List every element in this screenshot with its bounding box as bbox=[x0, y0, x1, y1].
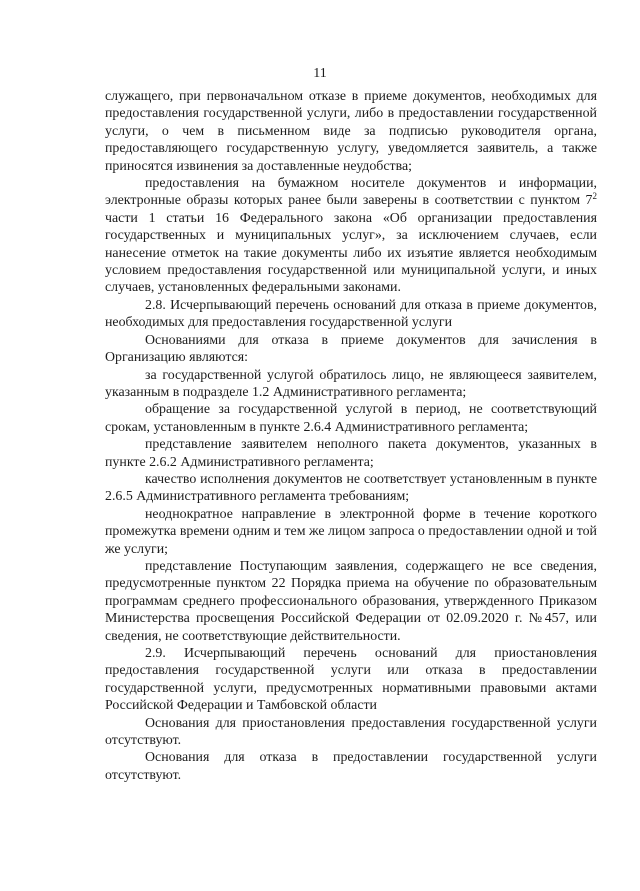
paragraph-paper-documents-part2: части 1 статьи 16 Федерального закона «Об организации предоставления государственных и муниципальных услуг», за исключением случаев, если нанесение отметок на такие документы либо их изъятие является необходимым условием предоставления государственной или муниципальной услуги, и иных случаев, установленных федеральными законами. bbox=[105, 210, 597, 296]
list-item-incomplete-application: представление Поступающим заявления, содержащего не все сведения, предусмотренные пунктом 22 Порядка приема на обучение по образовательным программам среднего профессионального образования, утвержденного Приказом Министерства просвещения Российской Федерации от 02.09.2020 г. №457, или сведения, не соответствующие действительности. bbox=[105, 558, 597, 644]
list-item-repeated-requests: неоднократное направление в электронной форме в течение короткого промежутка времени одним и тем же лицом запроса о предоставлении одной и той же услуги; bbox=[105, 506, 597, 557]
list-item-quality-requirements: качество исполнения документов не соответствует установленным в пункте 2.6.5 Административного регламента требованиям; bbox=[105, 471, 597, 505]
page-number: 11 bbox=[313, 66, 327, 81]
paragraph-refusal-grounds-intro: Основаниями для отказа в приеме документов для зачисления в Организацию являются: bbox=[105, 332, 597, 366]
list-item-not-applicant: за государственной услугой обратилось лицо, не являющееся заявителем, указанным в подразделе 1.2 Административного регламента; bbox=[105, 367, 597, 400]
superscript: 2 bbox=[592, 191, 597, 202]
list-item-incomplete-package: представление заявителем неполного пакета документов, указанных в пункте 2.6.2 Административного регламента; bbox=[105, 437, 597, 470]
paragraph-no-suspension-grounds: Основания для приостановления предоставления государственной услуги отсутствуют. bbox=[105, 715, 597, 749]
paragraph-paper-documents bbox=[105, 175, 597, 297]
paragraph-applicant-notification: служащего, при первоначальном отказе в приеме документов, необходимых для предоставления государственной услуги, либо в предоставлении государственной услуги, о чем в письменном виде за подписью руководителя органа, предоставляющего государственную услугу, уведомляется заявитель, а также приносятся извинения за доставленные неудобства; bbox=[105, 89, 597, 174]
document-body bbox=[105, 88, 597, 784]
paragraph-paper-documents-part1: предоставления на бумажном носителе документов и информации, электронные образы которых ранее были заверены в соответствии с пунктом 7 bbox=[105, 176, 597, 209]
list-item-wrong-period: обращение за государственной услугой в период, не соответствующий срокам, установленным в пункте 2.6.4 Административного регламента; bbox=[105, 402, 597, 435]
paragraph-no-refusal-grounds: Основания для отказа в предоставлении государственной услуги отсутствуют. bbox=[105, 750, 597, 783]
section-2-8-heading: 2.8. Исчерпывающий перечень оснований для отказа в приеме документов, необходимых для предоставления государственной услуги bbox=[105, 297, 597, 331]
section-2-9-heading: 2.9. Исчерпывающий перечень оснований для приостановления предоставления государственной услуги или отказа в предоставлении государственной услуги, предусмотренных нормативными правовыми актами Российской Федерации и Тамбовской области bbox=[105, 646, 597, 714]
